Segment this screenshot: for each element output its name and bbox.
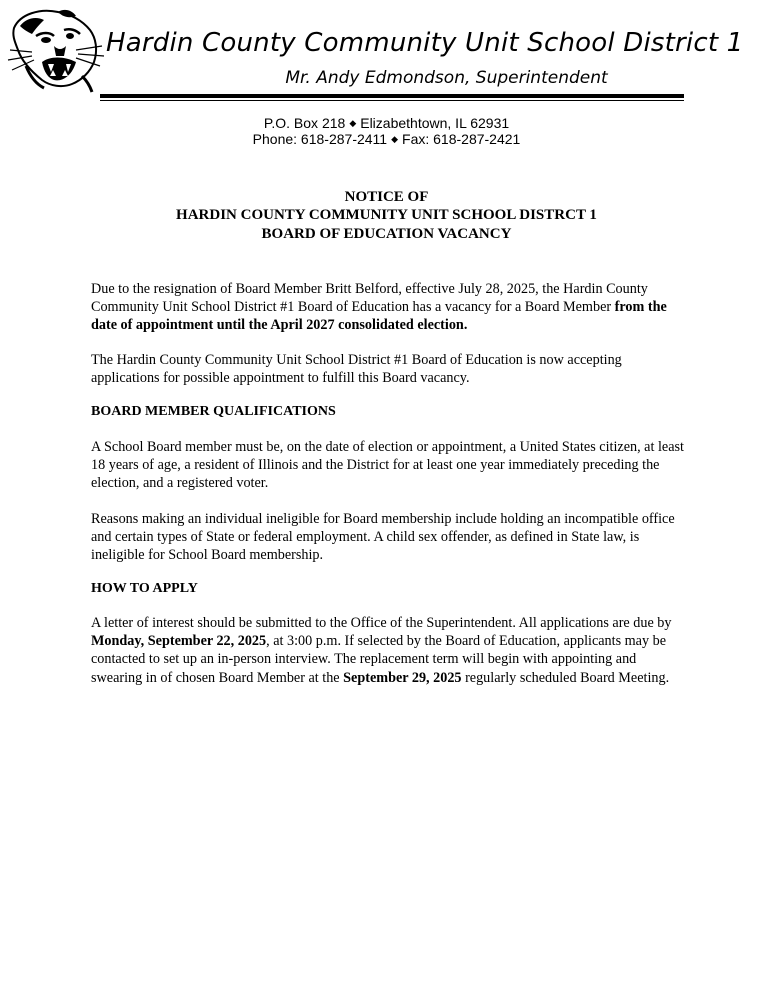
district-name: Hardin County Community Unit School District 1 [106, 28, 744, 58]
letterhead-rule-thin [100, 100, 684, 101]
paragraph-qualifications: A School Board member must be, on the date of election or appointment, a United States citizen, at least 18 years of age, a resident of Illinois and the District for at least one year immediately preceding the election, and a registered voter. [91, 439, 684, 492]
mailing-address [0, 115, 773, 131]
heading-how-to-apply-text: HOW TO APPLY [91, 581, 198, 596]
letterhead-rule-thick [100, 94, 684, 98]
phone-number: Phone: 618-287-2411 [252, 131, 388, 147]
paragraph-resignation [91, 280, 691, 335]
apply-text-a: A letter of interest should be submitted to the Office of the Superintendent. All applications are due by [91, 615, 672, 631]
city-state-zip: Elizabethtown, IL 62931 [360, 115, 510, 131]
notice-title-line3: BOARD OF EDUCATION VACANCY [261, 226, 512, 242]
paragraph-how-to-apply [91, 614, 691, 687]
heading-how-to-apply [91, 580, 691, 598]
heading-qualifications-text: BOARD MEMBER QUALIFICATIONS [91, 404, 336, 419]
contact-numbers [0, 131, 773, 147]
paragraph-accepting-applications: The Hardin County Community Unit School District #1 Board of Education is now accepting applications for possible appointment to fulfill this Board vacancy. [91, 352, 622, 387]
notice-title-line1: NOTICE OF [344, 189, 429, 205]
po-box: P.O. Box 218 [263, 115, 346, 131]
diamond-separator-icon: ◆ [391, 134, 399, 144]
heading-qualifications [91, 403, 691, 421]
appointment-term-emphasis: from the date of appointment until the April 2027 consolidated election. [91, 299, 667, 334]
notice-title-line2: HARDIN COUNTY COMMUNITY UNIT SCHOOL DISTRCT 1 [176, 207, 597, 223]
meeting-date: September 29, 2025 [343, 669, 462, 686]
deadline-date: Monday, September 22, 2025 [91, 633, 267, 650]
paragraph-resignation-text: Due to the resignation of Board Member Britt Belford, effective July 28, 2025, the Hardin County Community Unit School District #1 Board of Education has a vacancy for a Board Member [91, 281, 648, 316]
superintendent-name: Mr. Andy Edmondson, Superintendent [285, 68, 608, 88]
apply-text-b: , at 3:00 p.m. If selected by the Board of Education, applicants may be contacted to set up an in-person interview. The replacement term will begin with appointing and swearing in of chosen Board Member at the [91, 633, 667, 686]
paragraph-ineligibility: Reasons making an individual ineligible for Board membership include holding an incompatible office and certain types of State or federal employment. A child sex offender, as defined in State law, is ineligible for School Board membership. [91, 511, 675, 564]
superintendent-line [0, 68, 773, 88]
apply-text-c: regularly scheduled Board Meeting. [461, 669, 670, 686]
fax-number: Fax: 618-287-2421 [402, 131, 521, 147]
diamond-separator-icon: ◆ [349, 118, 357, 128]
